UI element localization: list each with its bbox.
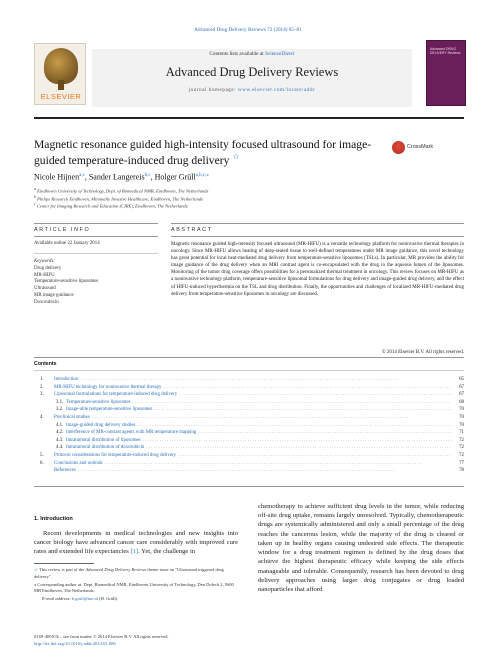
toc-title-link[interactable]: Image-able temperature-sensitive liposomes	[66, 407, 153, 413]
abstract-text: Magnetic resonance guided high-intensity focused ultrasound (MR-HIFU) is a versatile technology platform for noninvasive thermal therapies in oncology. Since MR-HIFU allows heating of deep-seated tissue to well-defined temperatures under MR image guidance, this novel technology has great potential for local heat-mediated drug delivery from temperature-sensitive liposomes (TSLs). In particular, MR provides the ability for image guidance of the drug delivery when an MRI contrast agent is co-encapsulated with the drug in the aqueous lumen of the liposomes. Monitoring of the tumor drug coverage offers possibilities for a personalized thermal treatment in oncology. This review focuses on MR-HIFU as a noninvasive technology platform, temperature-sensitive liposomal formulations for drug delivery and image-guided drug delivery, and the effect of HIFU-induced hyperthermia on the TSL and drug distribution. Finally, the opportunities and challenges of localized MR-HIFU-mediated drug delivery from temperature-sensitive liposomes in oncology are discussed.	[171, 242, 464, 297]
crossmark-badge[interactable]	[392, 141, 432, 155]
keyword: Drug delivery	[34, 265, 62, 271]
toc-entry[interactable]	[34, 392, 464, 400]
header-divider	[34, 117, 464, 119]
toc-number: 4.1.	[56, 422, 64, 428]
toc-entry[interactable]	[34, 423, 464, 431]
toc-leader-dots	[78, 468, 452, 473]
issn-line: 0169-409X/$ – see front matter © 2014 Elsevier B.V. All rights reserved.	[34, 634, 169, 639]
toc-entry[interactable]	[34, 385, 464, 393]
author-name: Nicole Hijnen	[34, 172, 80, 182]
toc-page-number: 77	[459, 460, 464, 466]
toc-title-link[interactable]: MR-HIFU technology for noninvasive thermal therapy	[54, 384, 162, 390]
toc-title-link[interactable]: Preclinical studies	[54, 414, 90, 420]
journal-homepage: journal homepage: www.elsevier.com/locate/addr	[188, 88, 316, 93]
toc-leader-dots	[105, 461, 452, 466]
toc-number: 6.	[40, 460, 44, 466]
crossmark-label: CrossMark	[407, 144, 434, 150]
author-list: Nicole Hijnen$^{a,c}$, Sander Langereis$^{b,c}$, Holger Grüll$^{a,b,c,⁎}$	[34, 172, 209, 182]
toc-page-number: 72	[459, 437, 464, 443]
available-online: Available online 22 January 2014	[34, 241, 100, 246]
journal-header	[34, 37, 464, 112]
toc-number: 4.	[40, 414, 44, 420]
toc-title-link[interactable]: Intratumoral distribution of liposomes	[66, 437, 141, 443]
abstract-copyright: © 2014 Elsevier B.V. All rights reserved.	[381, 350, 464, 355]
toc-leader-dots	[132, 400, 452, 405]
toc-title-link[interactable]: Interference of MR-contrast agents with MR temperature mapping	[66, 430, 197, 436]
toc-entry[interactable]	[34, 415, 464, 423]
body-right-column: chemotherapy to achieve sufficient drug levels in the tumor, while reducing off-site drug uptake, remains largely unresolved. Typically, chemotherapeutic drugs are systemically administered and only a small percentage of the drug reaches the cancerous lesion, while the majority of the drug is cleared or taken up in healthy organs causing undesired side effects. The therapeutic window for a drug treatment regimen is defined by the drug doses that achieve the highest therapeutic efficacy while keeping the side effects manageable and tolerable. Consequently, research has been devoted to drug delivery approaches using larger drug conjugates or drug loaded nanoparticles that afford	[258, 503, 464, 593]
toc-title-link[interactable]: Image-guided drug delivery studies	[66, 422, 136, 428]
toc-page-number: 70	[459, 414, 464, 420]
affiliation-item: $^b$ Philips Research Eindhoven, Minimally Invasive Healthcare, Eindhoven, The Netherlands	[34, 194, 203, 202]
footnotes	[34, 567, 238, 604]
toc-number: 3.1.	[56, 399, 64, 405]
toc-leader-dots	[179, 392, 452, 397]
journal-name: Advanced Drug Delivery Reviews	[165, 65, 339, 79]
tree-icon	[44, 48, 78, 84]
keyword: Temperature-sensitive liposomes	[34, 279, 99, 285]
toc-title-link[interactable]: Protocol considerations for temperature-induced drug delivery	[54, 452, 177, 458]
toc-leader-dots	[80, 377, 452, 382]
toc-entry[interactable]	[34, 430, 464, 438]
introduction-paragraph: Recent developments in medical technologies and new insights into cancer biology have advanced cancer care considerably with improved cure rates and extended life expectancies [1]. Yet, the challenge in	[34, 530, 238, 556]
toc-title-link[interactable]: Introduction	[54, 377, 79, 382]
cover-title: Advanced DRUG DELIVERY Reviews	[430, 47, 461, 56]
article-title: Magnetic resonance guided high-intensity focused ultrasound for image-guided temperature-induced drug delivery ☆	[34, 138, 372, 167]
toc-number: 4.2.	[56, 430, 64, 436]
toc-page-number: 72	[459, 452, 464, 458]
toc-title-link[interactable]: Intratumoral distribution of doxorubicin	[66, 445, 145, 451]
keyword: MR image guidance	[34, 292, 74, 298]
toc-page-number: 71	[459, 430, 464, 436]
corresponding-author: ⁎ Corresponding author at: Dept. Biomedical NMR, Eindhoven University of Technology, Den Dolech 2, 5600 MB Eindhoven, The Netherlands.	[34, 581, 234, 594]
email-link[interactable]: h.grull@tue.nl	[71, 596, 98, 602]
imprint	[34, 634, 238, 648]
toc-number: 4.3.	[56, 437, 64, 443]
toc-entry[interactable]	[34, 377, 464, 385]
abstract-heading: ABSTRACT	[171, 227, 213, 233]
toc-leader-dots	[154, 407, 452, 412]
author-email: E-mail address: h.grull@tue.nl (H. Grüll).	[42, 596, 119, 602]
toc-number: 3.2.	[56, 407, 64, 413]
toc-title-link[interactable]: Temperature-sensitive liposomes	[66, 399, 131, 405]
toc-entry[interactable]	[34, 438, 464, 446]
toc-number: 1.	[40, 377, 44, 382]
toc-number: 5.	[40, 452, 44, 458]
author-name: Sander Langereis	[88, 172, 145, 182]
toc-leader-dots	[137, 423, 452, 428]
toc-page-number: 67	[459, 392, 464, 398]
toc-leader-dots	[178, 453, 452, 458]
title-footnote-mark[interactable]: ☆	[232, 151, 240, 161]
toc-page-number: 72	[459, 445, 464, 451]
sciencedirect-link[interactable]: ScienceDirect	[264, 51, 295, 57]
toc-entry[interactable]	[34, 461, 464, 469]
affiliation-item: $^a$ Eindhoven University of Technology, Dept. of Biomedical NMR, Eindhoven, The Netherlands	[34, 187, 209, 194]
author-name: Holger Grüll	[154, 172, 196, 182]
table-of-contents	[34, 377, 464, 476]
contents-heading: Contents	[34, 361, 57, 367]
toc-entry[interactable]	[34, 445, 464, 453]
toc-number: 4.4.	[56, 445, 64, 451]
toc-leader-dots	[92, 415, 452, 420]
toc-page-number: 70	[459, 422, 464, 428]
toc-page-number: 65	[459, 377, 464, 382]
toc-leader-dots	[198, 430, 452, 435]
publisher-logo-text: ELSEVIER	[40, 92, 82, 101]
keyword: Doxorubicin	[34, 299, 59, 305]
journal-banner	[92, 49, 412, 107]
affiliations	[34, 187, 414, 210]
toc-entry[interactable]	[34, 468, 464, 476]
crossmark-icon	[392, 141, 405, 154]
contents-availability: Contents lists available at ScienceDirect	[209, 51, 295, 57]
toc-title-link[interactable]: References	[54, 468, 76, 474]
elsevier-logo[interactable]	[34, 43, 86, 105]
journal-cover[interactable]	[426, 40, 466, 106]
footnote-divider	[34, 563, 94, 564]
toc-entry[interactable]	[34, 407, 464, 415]
toc-title-link[interactable]: Liposomal formulations for temperature-induced drug delivery	[54, 392, 178, 398]
keywords-label: Keywords:	[34, 259, 56, 264]
toc-page-number: 68	[459, 399, 464, 405]
toc-page-number: 78	[459, 468, 464, 474]
introduction-heading: 1. Introduction	[34, 516, 73, 522]
affiliation-item: $^c$ Center for Imaging Research and Education (CIRE), Eindhoven, The Netherlands	[34, 202, 188, 209]
toc-page-number: 67	[459, 384, 464, 390]
keywords	[34, 259, 98, 306]
toc-page-number: 70	[459, 407, 464, 413]
toc-entry[interactable]	[34, 453, 464, 461]
reference-link[interactable]: [1]	[130, 548, 139, 556]
article-info-heading: ARTICLE INFO	[34, 227, 91, 233]
doi-link[interactable]: http://dx.doi.org/10.1016/j.addr.2014.01.006	[34, 640, 116, 646]
toc-number: 3.	[40, 392, 44, 398]
journal-citation[interactable]: Advanced Drug Delivery Reviews 72 (2014) 65–81	[194, 27, 302, 33]
homepage-link[interactable]: www.elsevier.com/locate/addr	[238, 88, 316, 93]
toc-entry[interactable]	[34, 400, 464, 408]
toc-title-link[interactable]: Conclusions and outlook	[54, 460, 103, 466]
toc-leader-dots	[163, 385, 452, 390]
toc-leader-dots	[143, 438, 452, 443]
theme-footnote: ☆ This review is part of the Advanced Drug Delivery Reviews theme issue on "Ultrasound triggered drug delivery".	[34, 567, 224, 579]
toc-number: 2.	[40, 384, 44, 390]
keyword: MR-HIFU	[34, 272, 55, 278]
toc-leader-dots	[146, 445, 452, 450]
keyword: Ultrasound	[34, 286, 56, 292]
